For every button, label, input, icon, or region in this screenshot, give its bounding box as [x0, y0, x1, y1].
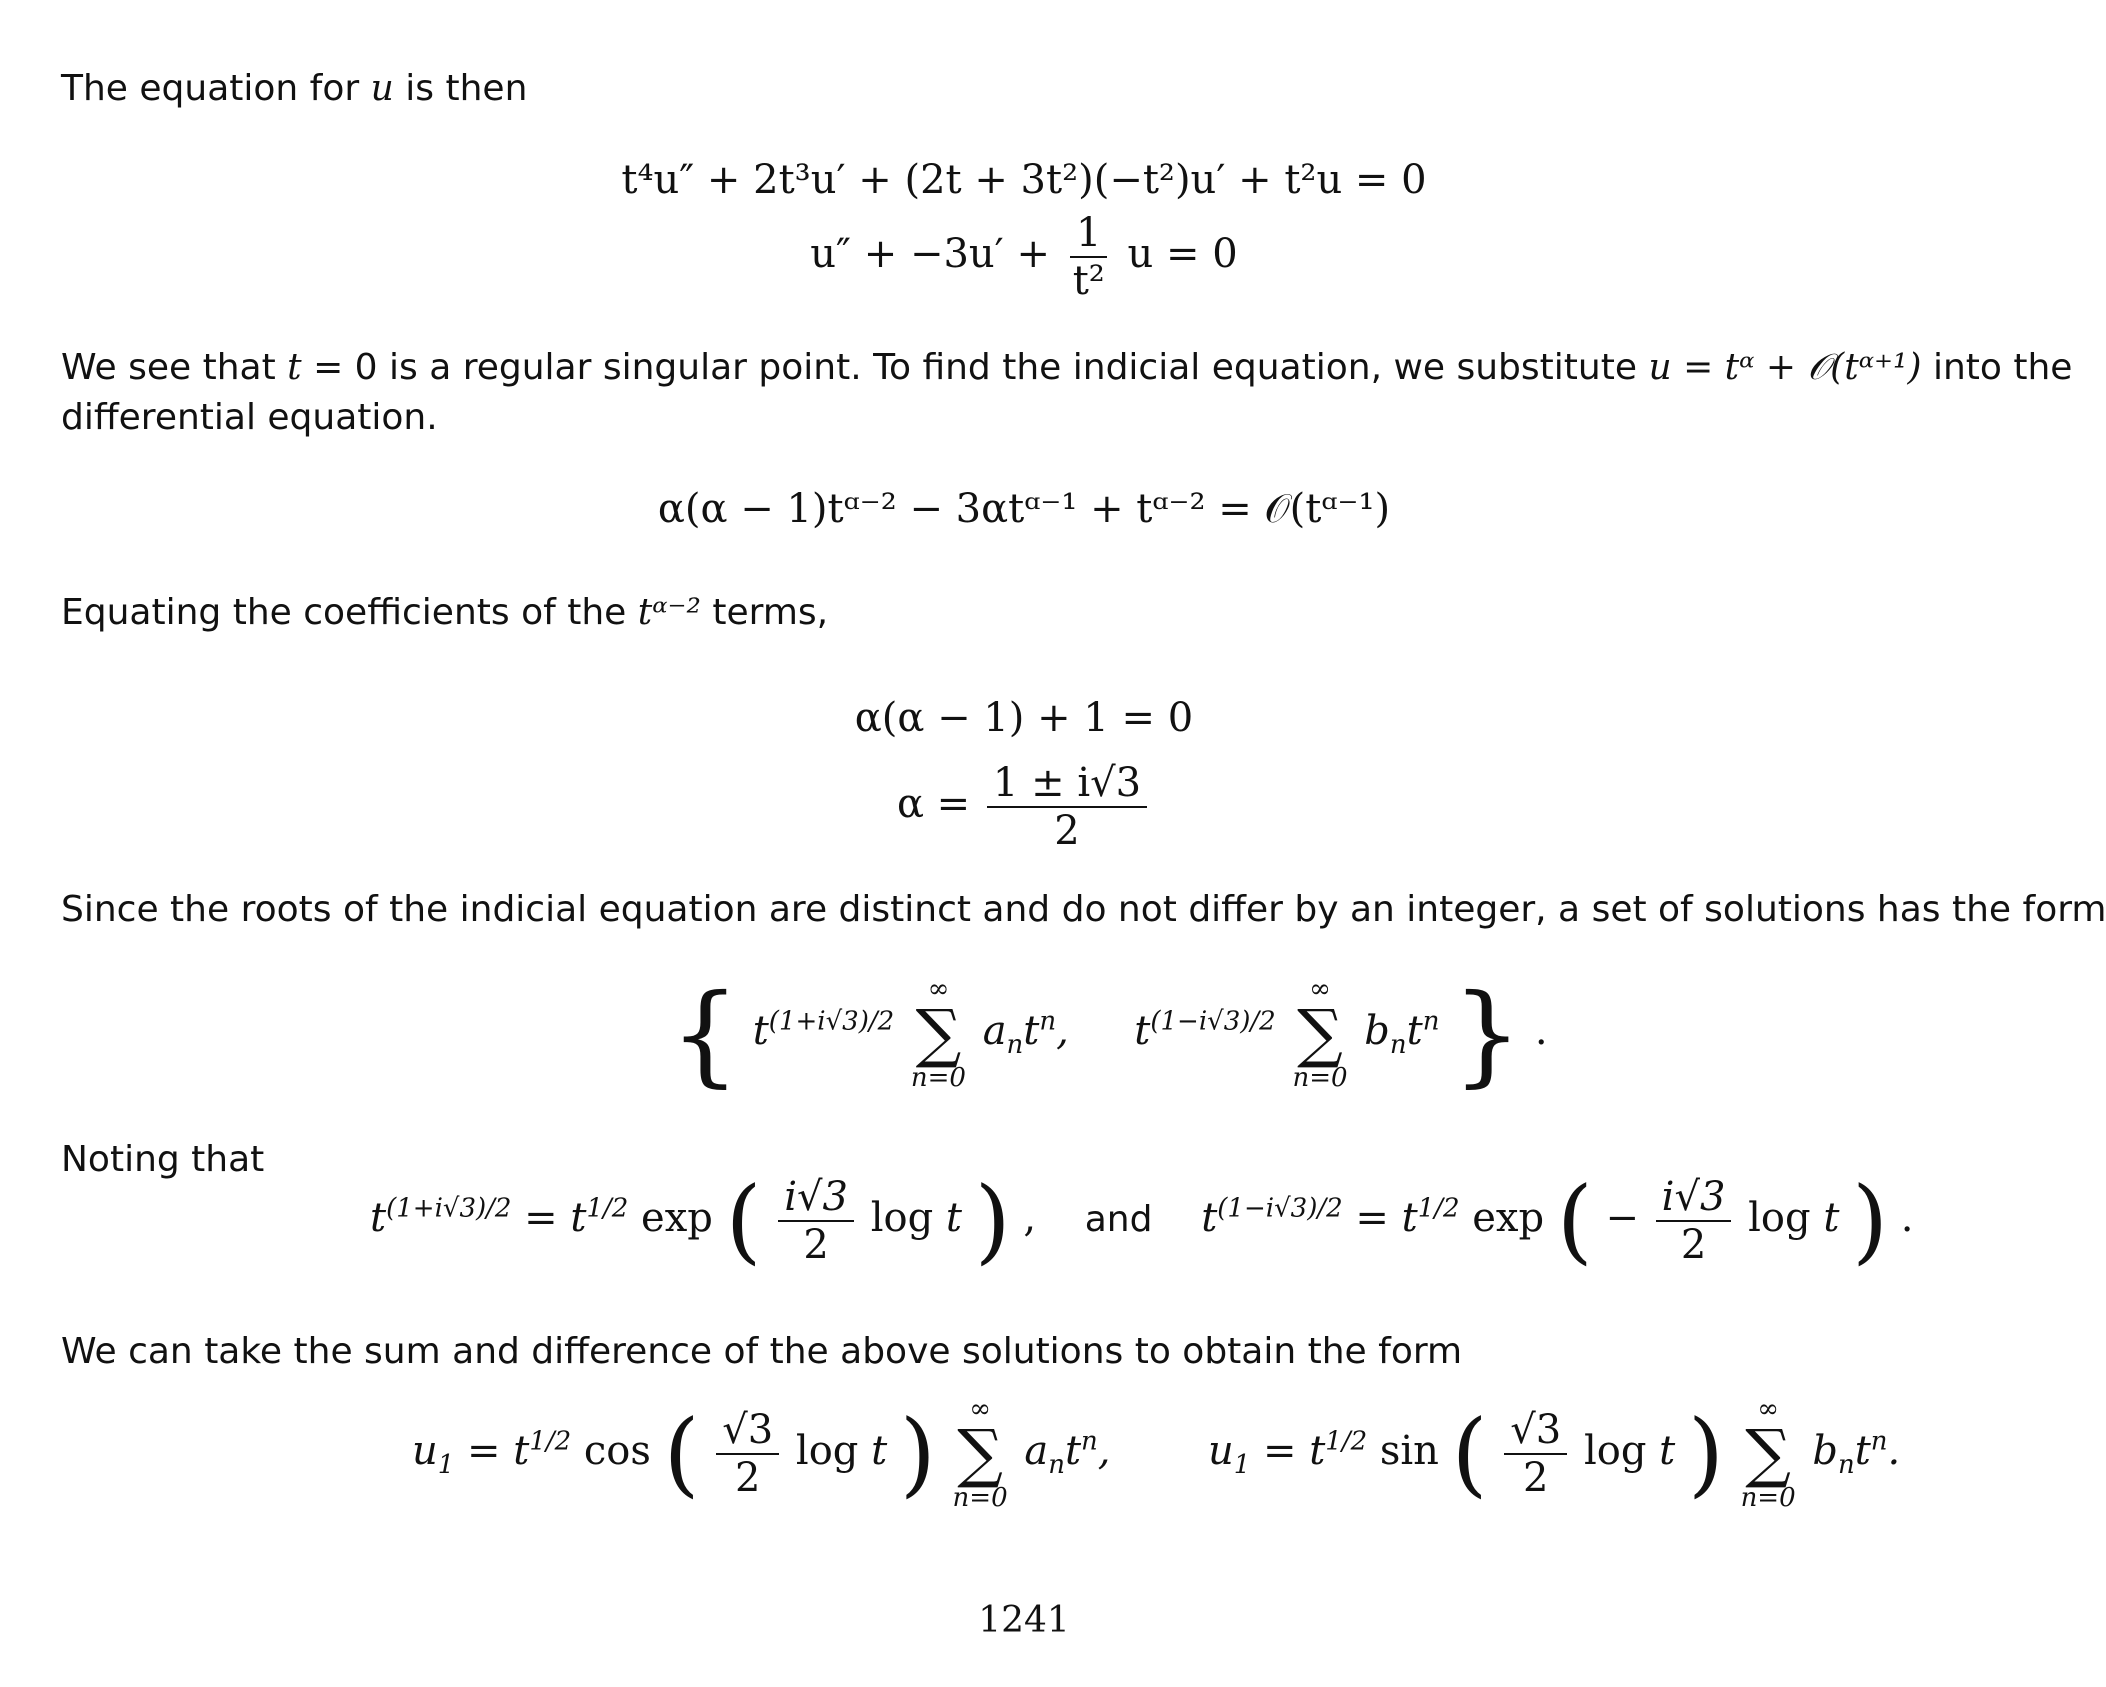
equation-indicial	[0, 695, 2048, 741]
math-glyph: $t^{(1-i√3)/2}$	[1201, 1193, 1343, 1241]
paragraph-singular-point-cont	[61, 393, 2008, 443]
equation-text: α(α − 1)tᵅ⁻² − 3αtᵅ⁻¹ + tᵅ⁻² = 𝒪(tᵅ⁻¹)	[657, 486, 1391, 532]
left-paren: (	[1556, 1167, 1593, 1274]
fraction-denominator: 2	[1680, 1222, 1707, 1268]
right-brace: }	[1452, 969, 1523, 1098]
math-glyph: sin	[1379, 1427, 1439, 1474]
right-paren: )	[1687, 1399, 1724, 1507]
text-span: Since the roots of the indicial equation are distinct and do not differ by an integer, a set of solutions has the form	[61, 889, 2106, 930]
math-glyph: exp	[1472, 1195, 1545, 1241]
paragraph-sum-difference	[61, 1327, 2008, 1377]
math-glyph: =	[1262, 1427, 1310, 1474]
text-span: into the	[1932, 347, 2073, 388]
text-span: The equation for	[61, 68, 360, 109]
fraction-numerator: √3	[1504, 1409, 1567, 1455]
math-glyph: exp	[641, 1195, 713, 1241]
fraction	[778, 1176, 854, 1266]
variable-u: u	[370, 68, 394, 109]
left-paren: (	[1451, 1399, 1488, 1507]
equation-text: u″ + −3u′ +	[810, 231, 1050, 277]
summation	[911, 975, 966, 1093]
summation-sign: ∑	[1297, 996, 1343, 1071]
math-glyph: log t	[870, 1195, 962, 1241]
fraction	[1504, 1406, 1567, 1501]
math-glyph: $t^{(1+i√3)/2}$	[370, 1193, 512, 1241]
term-expression: tᵅ⁻²	[637, 592, 701, 633]
equation-text: α(α − 1) + 1 = 0	[854, 695, 1194, 741]
math-glyph: cos	[583, 1427, 651, 1474]
math-glyph: −	[1605, 1195, 1639, 1241]
summation	[1292, 975, 1347, 1093]
summation	[1741, 1395, 1796, 1513]
math-glyph: log t	[795, 1427, 888, 1474]
math-glyph: $b_nt^n$	[1364, 1006, 1440, 1060]
paragraph-equating	[61, 588, 2008, 638]
summation-upper: ∞	[927, 974, 950, 1004]
text-span: terms,	[712, 592, 829, 633]
text-span: is then	[405, 68, 528, 109]
equation-indicial-expansion	[0, 486, 2048, 532]
summation-lower: n=0	[1740, 1483, 1796, 1514]
equation-text: u = 0	[1127, 231, 1238, 277]
math-glyph: $a_nt^n$,	[982, 1006, 1069, 1060]
math-glyph: log t	[1748, 1195, 1840, 1241]
summation-upper: ∞	[1309, 974, 1331, 1004]
equation-exponential-identities	[370, 1167, 1914, 1274]
fraction	[716, 1406, 779, 1501]
summation-lower: n=0	[1292, 1063, 1348, 1094]
summation-upper: ∞	[1757, 1394, 1779, 1424]
equation-text: t⁴u″ + 2t³u′ + (2t + 3t²)(−t²)u′ + t²u = 0	[621, 157, 1427, 203]
math-glyph: $t^{(1-i√3)/2}$	[1134, 1006, 1276, 1054]
equation-roots	[0, 762, 2048, 852]
summation-sign: ∑	[915, 996, 962, 1071]
math-glyph: $u_1$	[412, 1427, 455, 1480]
paragraph-solution-form	[61, 885, 2106, 935]
left-paren: (	[663, 1399, 700, 1507]
right-paren: )	[974, 1167, 1011, 1274]
paragraph-intro	[61, 64, 2008, 114]
math-glyph: log t	[1583, 1427, 1676, 1474]
paragraph-singular-point	[61, 343, 2073, 393]
fraction-denominator: 2	[803, 1222, 829, 1268]
math-glyph: =	[467, 1427, 514, 1474]
text-span: = 0 is a regular singular point. To find the indicial equation, we substitute	[313, 347, 1637, 388]
fraction-numerator: 1	[1070, 212, 1107, 258]
summation-lower: n=0	[952, 1483, 1008, 1514]
fraction-numerator: i√3	[1656, 1176, 1732, 1222]
text-span: We see that	[61, 347, 276, 388]
variable-t: t	[287, 347, 302, 388]
summation-lower: n=0	[910, 1063, 966, 1094]
equation-text: α =	[896, 781, 971, 827]
fraction-denominator: t²	[1072, 258, 1105, 304]
equation-ode-line2	[0, 212, 2048, 302]
and-word: and	[1084, 1199, 1153, 1240]
summation-sign: ∑	[957, 1416, 1003, 1491]
fraction-numerator: √3	[716, 1409, 779, 1455]
fraction-numerator: i√3	[778, 1176, 854, 1222]
left-brace: {	[670, 969, 740, 1098]
math-glyph: .	[1534, 1007, 1548, 1054]
math-glyph: =	[524, 1195, 571, 1241]
summation	[953, 1395, 1008, 1513]
equation-ode-line1	[0, 157, 2048, 203]
math-glyph: ,	[1023, 1195, 1037, 1241]
math-glyph: $b_nt^n$.	[1812, 1426, 1901, 1480]
right-paren: )	[1852, 1167, 1889, 1274]
fraction-denominator: 2	[1523, 1454, 1549, 1501]
text-span: We can take the sum and difference of the above solutions to obtain the form	[61, 1331, 1463, 1372]
math-glyph: $t^{1/2}$	[513, 1426, 572, 1474]
math-glyph: $t^{1/2}$	[1401, 1193, 1460, 1241]
substitution-expression: u = tᵅ + 𝒪(tᵅ⁺¹)	[1648, 347, 1922, 388]
fraction-denominator: 2	[735, 1454, 761, 1501]
equation-real-solutions	[412, 1395, 1900, 1513]
math-glyph: .	[1900, 1195, 1914, 1241]
text-span: Noting that	[61, 1139, 265, 1180]
right-paren: )	[899, 1399, 936, 1507]
summation-upper: ∞	[969, 1394, 991, 1424]
fraction-denominator: 2	[1054, 808, 1080, 854]
text-span: Equating the coefficients of the	[61, 592, 627, 633]
math-glyph: $u_1$	[1207, 1427, 1251, 1480]
math-glyph: =	[1355, 1195, 1402, 1241]
fraction	[987, 762, 1147, 852]
fraction	[1067, 212, 1111, 302]
math-glyph: $t^{1/2}$	[570, 1193, 629, 1241]
page-number: 1241	[978, 1600, 1070, 1641]
math-glyph: $t^{(1+i√3)/2}$	[752, 1006, 895, 1054]
summation-sign: ∑	[1745, 1416, 1791, 1491]
math-glyph: $a_nt^n$,	[1024, 1426, 1111, 1480]
left-paren: (	[725, 1167, 762, 1274]
equation-solution-set	[670, 969, 1548, 1098]
fraction-numerator: 1 ± i√3	[987, 762, 1147, 808]
fraction	[1656, 1176, 1732, 1266]
text-span: differential equation.	[61, 397, 438, 438]
math-glyph: $t^{1/2}$	[1309, 1426, 1368, 1474]
